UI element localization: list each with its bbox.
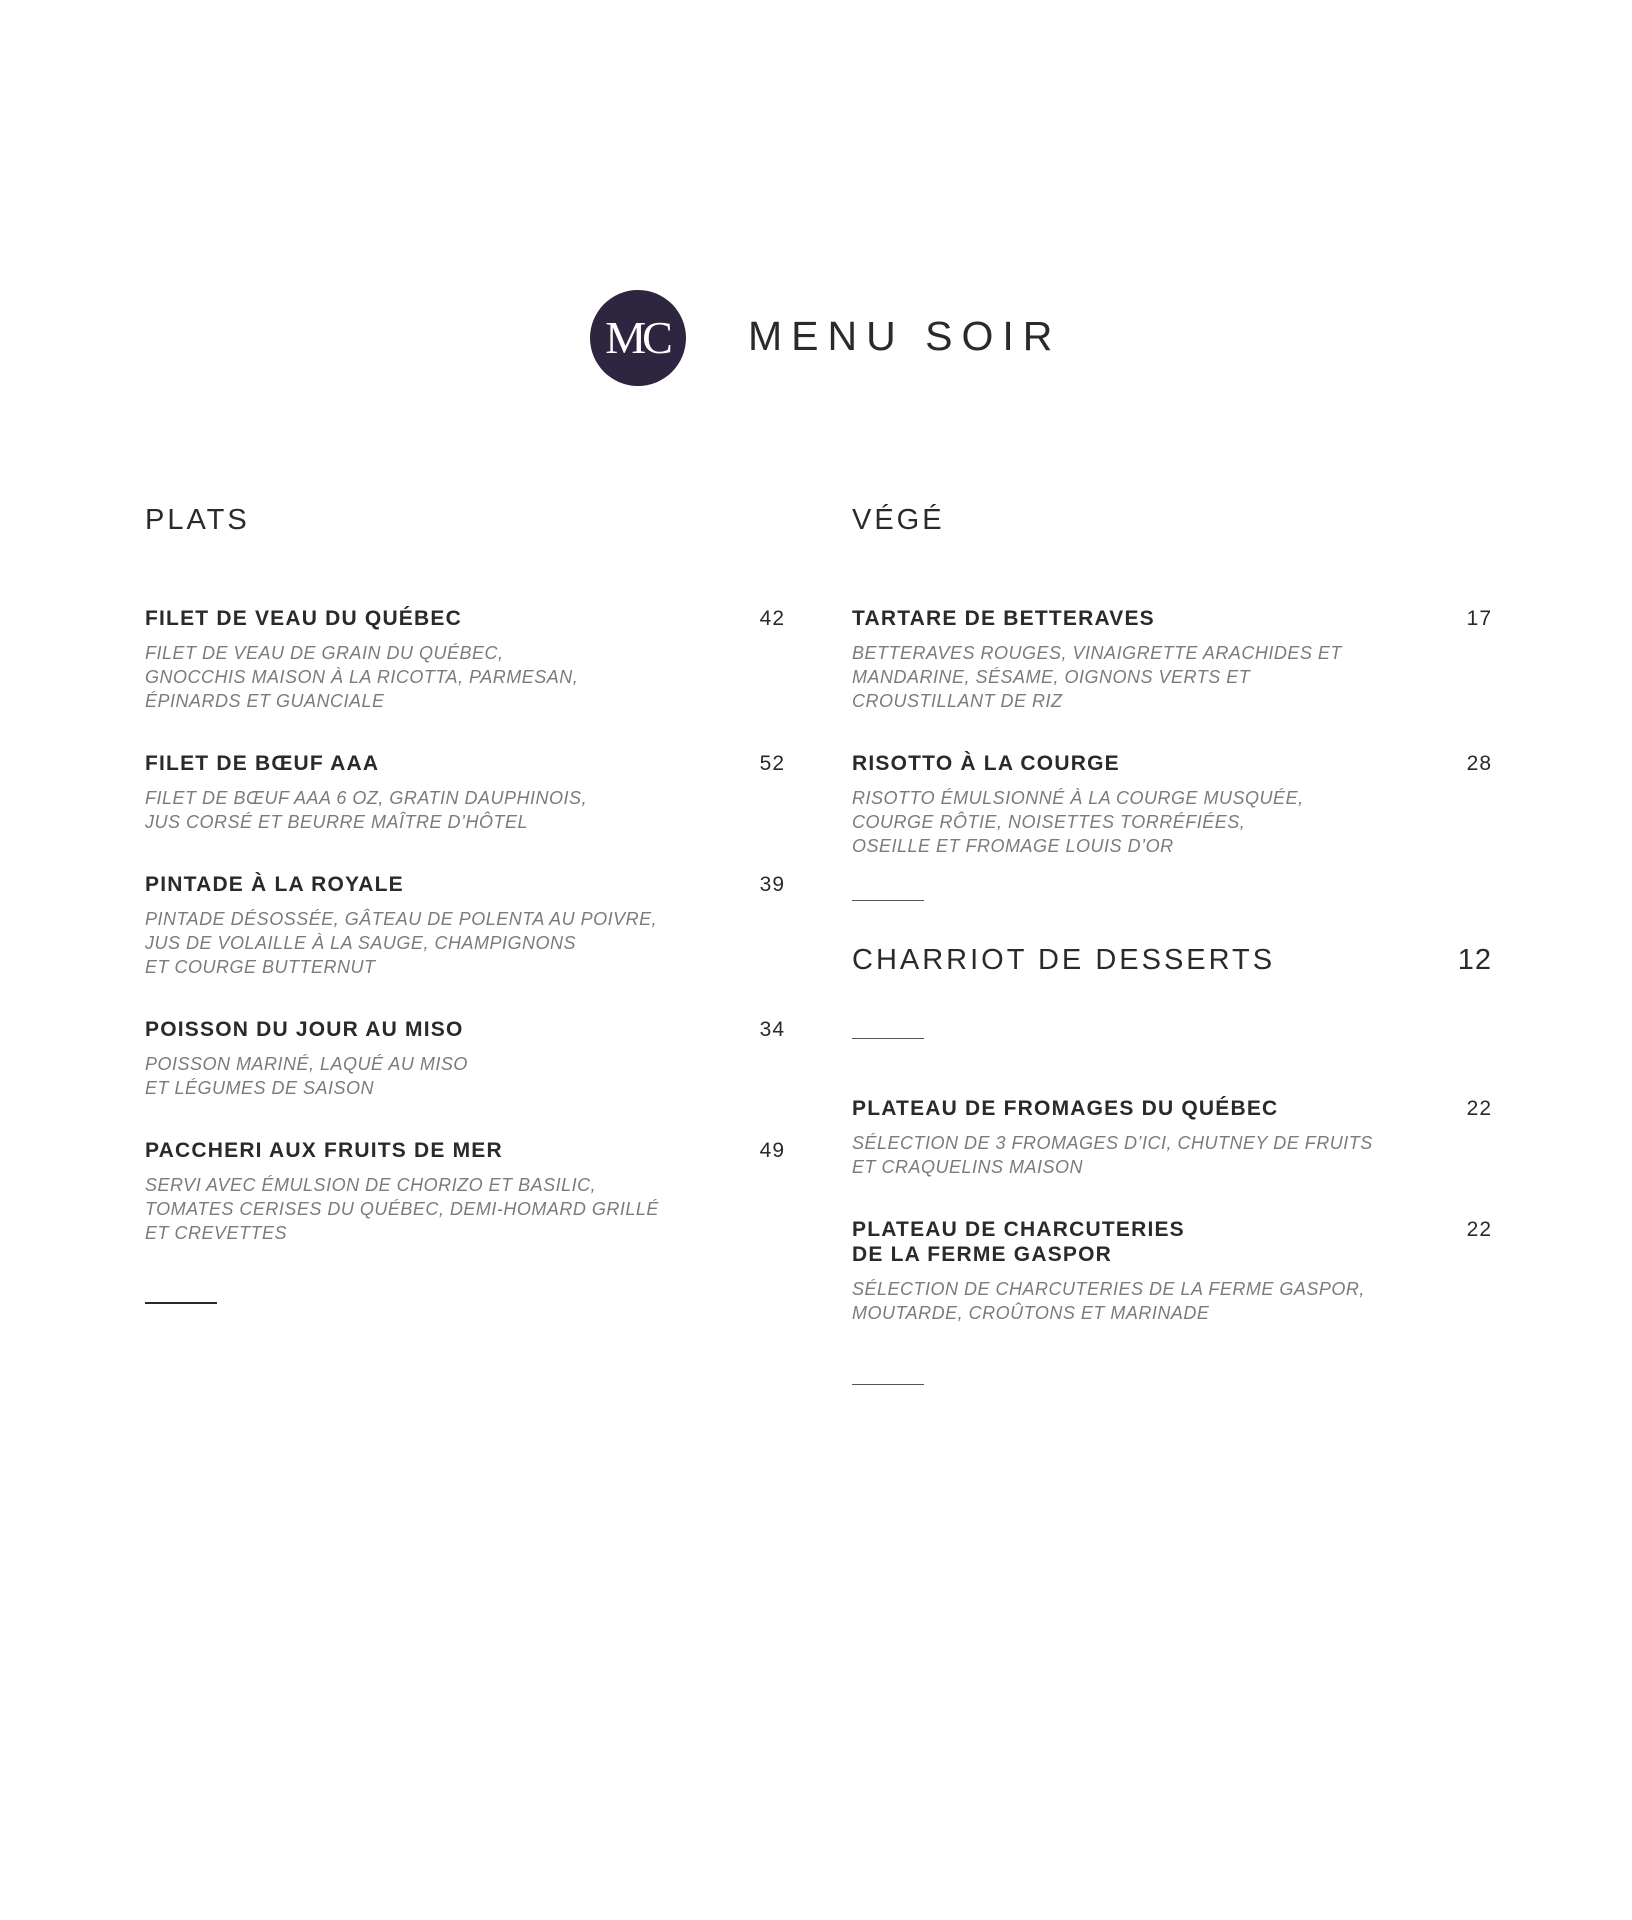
item-price: 17	[1466, 607, 1492, 630]
section-divider	[852, 900, 924, 901]
item-name: PLATEAU DE CHARCUTERIES DE LA FERME GASPOR	[852, 1218, 1185, 1266]
item-name: PINTADE À LA ROYALE	[145, 873, 404, 896]
item-description: RISOTTO ÉMULSIONNÉ À LA COURGE MUSQUÉE, COURGE RÔTIE, NOISETTES TORRÉFIÉES, OSEILLE ET FROMAGE LOUIS D’OR	[852, 788, 1304, 856]
item-description: POISSON MARINÉ, LAQUÉ AU MISO ET LÉGUMES DE SAISON	[145, 1054, 468, 1098]
section-divider	[852, 1038, 924, 1039]
item-description: FILET DE VEAU DE GRAIN DU QUÉBEC, GNOCCHIS MAISON À LA RICOTTA, PARMESAN, ÉPINARDS ET GUANCIALE	[145, 643, 579, 711]
item-price: 34	[759, 1018, 785, 1041]
menu-item	[852, 606, 1492, 713]
item-name: POISSON DU JOUR AU MISO	[145, 1018, 464, 1041]
section-title-plats: PLATS	[145, 504, 250, 536]
section-divider	[852, 1384, 924, 1385]
item-description: FILET DE BŒUF AAA 6 OZ, GRATIN DAUPHINOIS, JUS CORSÉ ET BEURRE MAÎTRE D’HÔTEL	[145, 788, 588, 832]
item-description: BETTERAVES ROUGES, VINAIGRETTE ARACHIDES ET MANDARINE, SÉSAME, OIGNONS VERTS ET CROUSTILLANT DE RIZ	[852, 643, 1342, 711]
section-title-desserts: CHARRIOT DE DESSERTS	[852, 944, 1276, 976]
item-description: SÉLECTION DE 3 FROMAGES D’ICI, CHUTNEY DE FRUITS ET CRAQUELINS MAISON	[852, 1133, 1373, 1177]
item-name: PLATEAU DE FROMAGES DU QUÉBEC	[852, 1097, 1279, 1120]
item-name: FILET DE BŒUF AAA	[145, 752, 380, 775]
item-price: 22	[1466, 1218, 1492, 1241]
menu-item	[852, 1096, 1492, 1179]
logo-badge	[590, 290, 686, 386]
desserts-price: 12	[1457, 944, 1492, 976]
item-name: PACCHERI AUX FRUITS DE MER	[145, 1139, 503, 1162]
desserts-heading	[852, 946, 1492, 975]
logo-monogram: MC	[605, 312, 669, 363]
menu-item	[145, 1017, 785, 1100]
item-name: TARTARE DE BETTERAVES	[852, 607, 1155, 630]
section-divider	[145, 1302, 217, 1304]
menu-item	[145, 1138, 785, 1245]
item-price: 22	[1466, 1097, 1492, 1120]
item-name: RISOTTO À LA COURGE	[852, 752, 1120, 775]
item-description: PINTADE DÉSOSSÉE, GÂTEAU DE POLENTA AU POIVRE, JUS DE VOLAILLE À LA SAUGE, CHAMPIGNONS ET COURGE BUTTERNUT	[145, 909, 658, 977]
menu-header	[0, 288, 1632, 388]
item-price: 42	[759, 607, 785, 630]
page-title: MENU SOIR	[748, 313, 1062, 359]
menu-item	[852, 751, 1492, 858]
item-name: FILET DE VEAU DU QUÉBEC	[145, 607, 462, 630]
menu-item	[145, 751, 785, 834]
item-price: 39	[759, 873, 785, 896]
item-price: 52	[759, 752, 785, 775]
item-price: 49	[759, 1139, 785, 1162]
item-price: 28	[1466, 752, 1492, 775]
item-description: SERVI AVEC ÉMULSION DE CHORIZO ET BASILIC, TOMATES CERISES DU QUÉBEC, DEMI-HOMARD GRILLÉ ET CREVETTES	[145, 1175, 659, 1243]
item-description: SÉLECTION DE CHARCUTERIES DE LA FERME GASPOR, MOUTARDE, CROÛTONS ET MARINADE	[852, 1279, 1365, 1323]
menu-item	[145, 872, 785, 979]
menu-item	[145, 606, 785, 713]
menu-item	[852, 1217, 1492, 1325]
section-title-vege: VÉGÉ	[852, 504, 945, 536]
